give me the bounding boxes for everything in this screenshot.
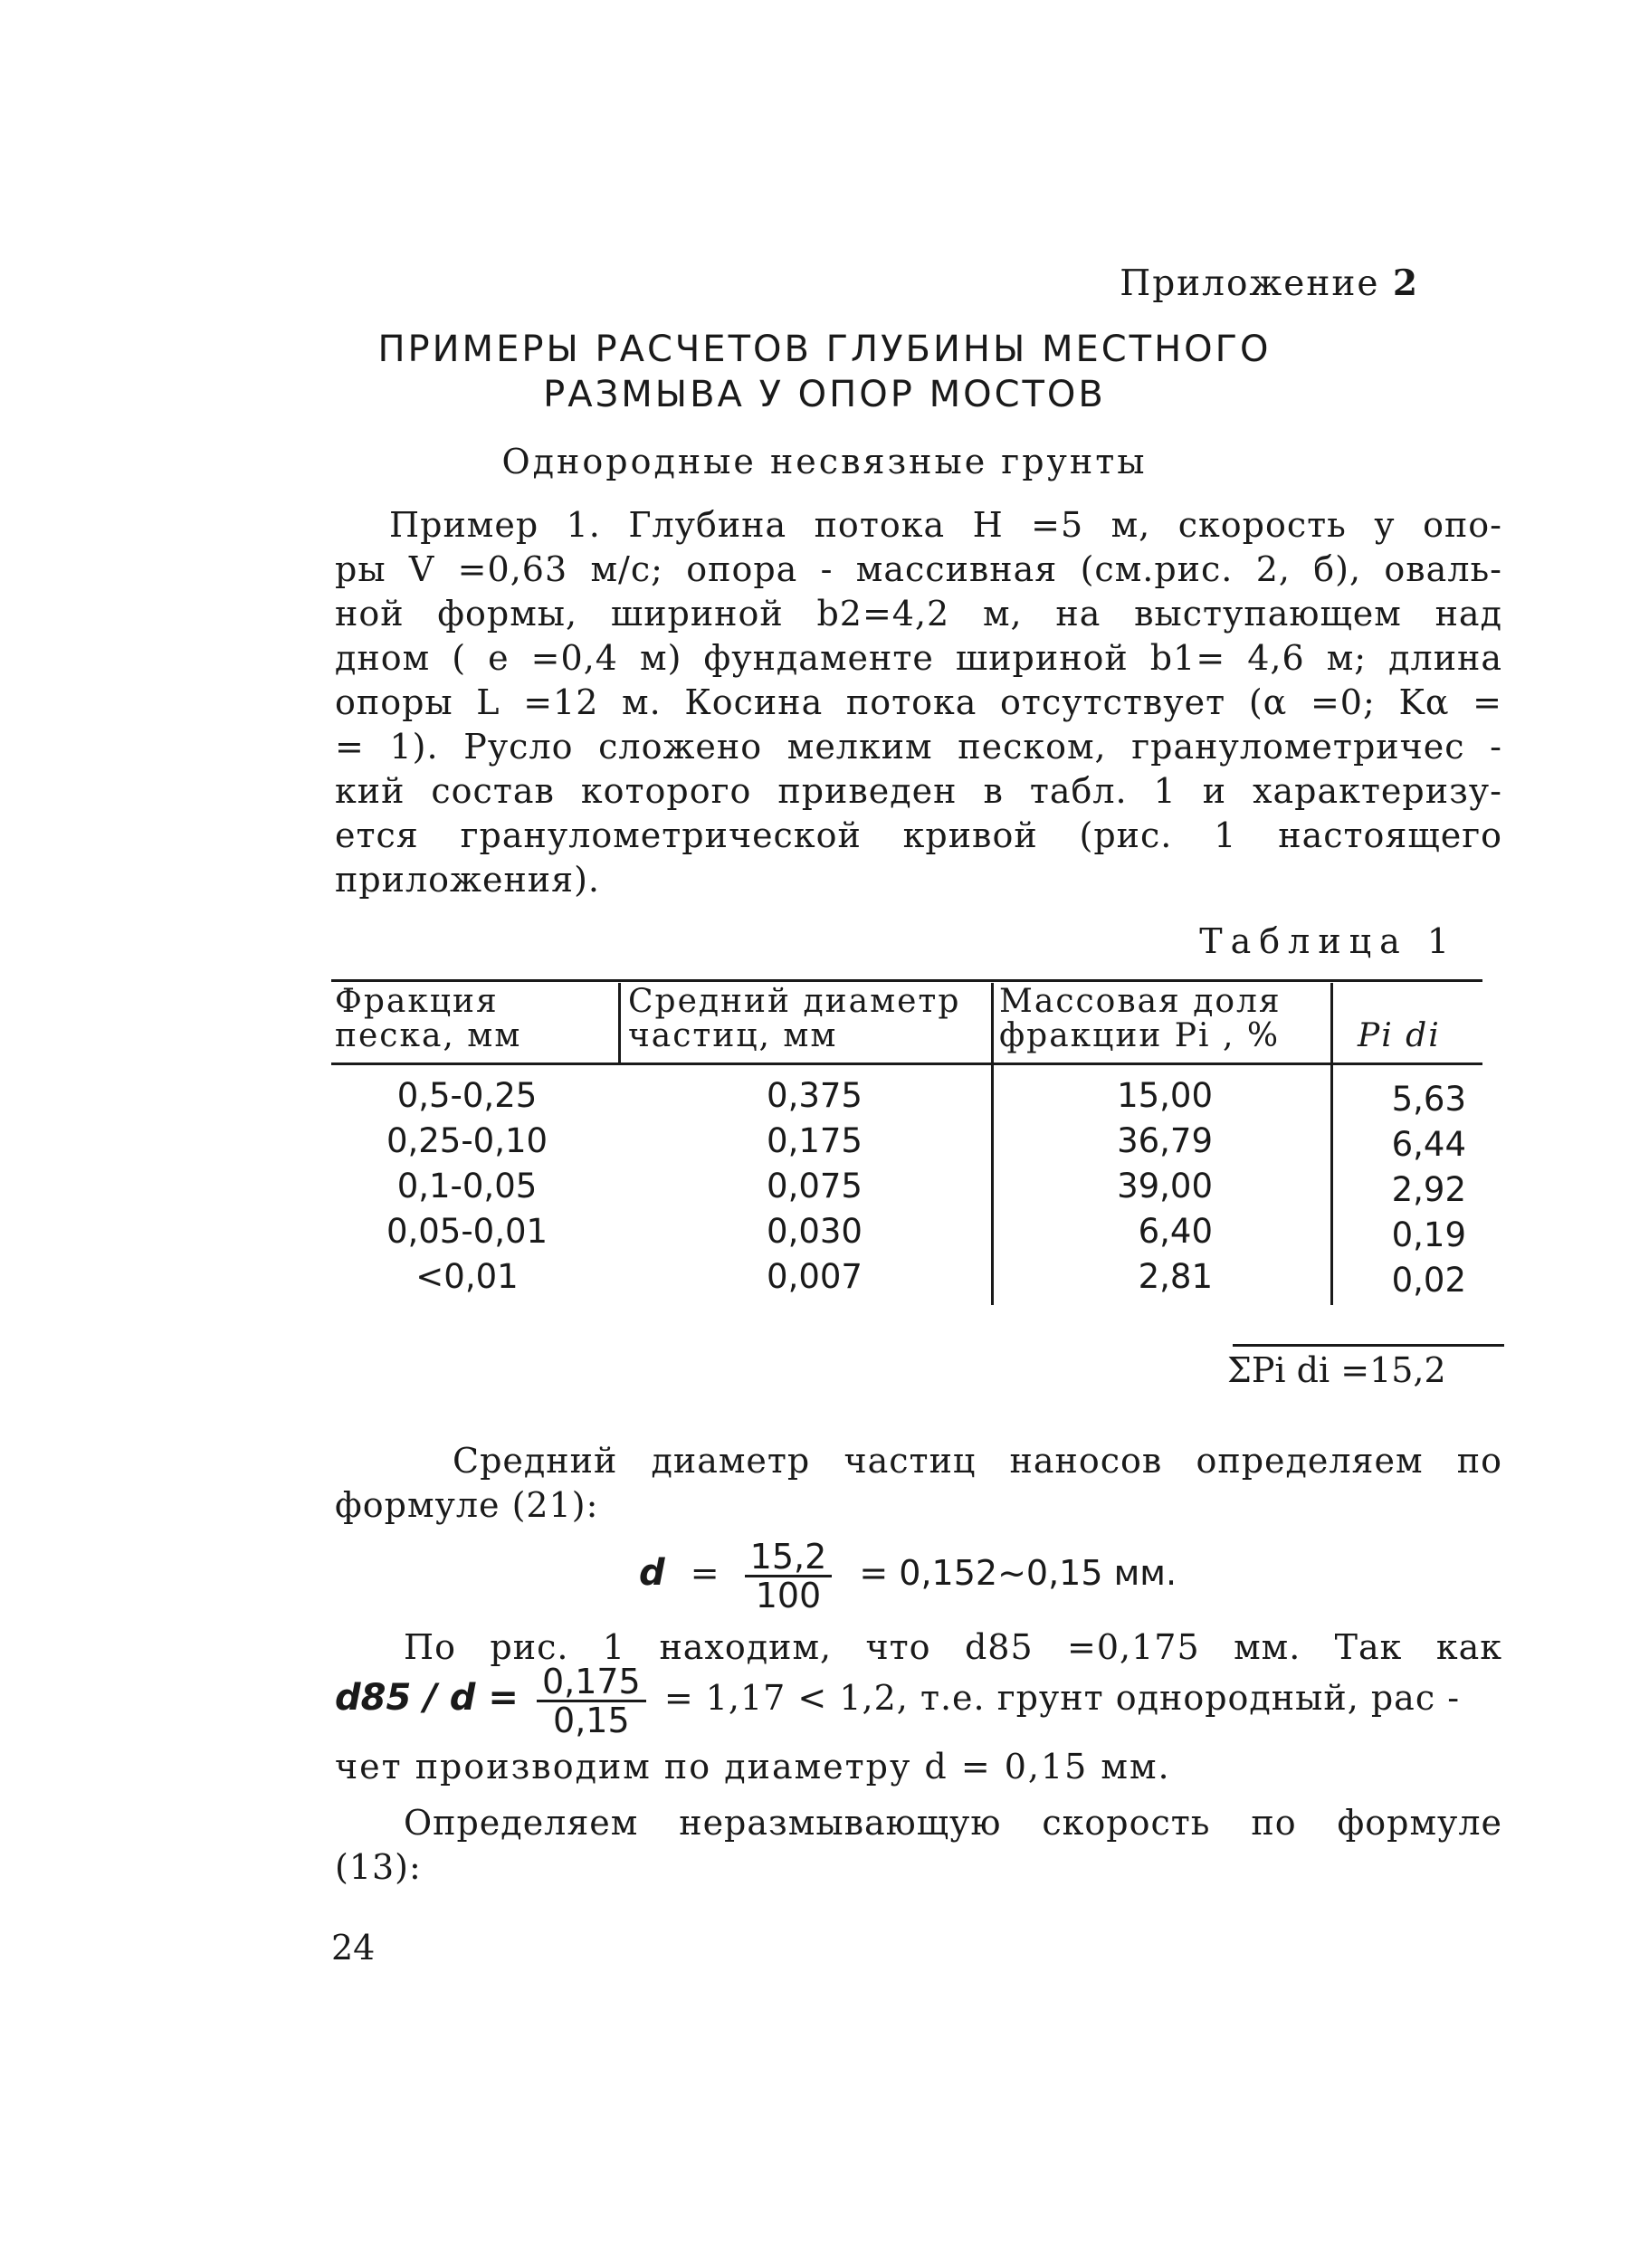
- formula-lhs: d85 / d =: [335, 1677, 519, 1719]
- appendix-label: Приложение 2: [1120, 262, 1419, 304]
- table-cell: 0,05-0,01: [386, 1212, 548, 1251]
- table-cell: 0,007: [767, 1257, 863, 1296]
- text-line: = 1). Русло сложено мелким песком, гранулометричес -: [335, 727, 1502, 767]
- table-col-pidi: [1349, 1077, 1466, 1303]
- text-line: Пример 1. Глубина потока H =5 м, скорость у опо-: [389, 505, 1502, 545]
- table-col-divider: [991, 983, 994, 1305]
- table-cell: 0,175: [767, 1121, 863, 1160]
- formula-lhs: d: [639, 1552, 665, 1594]
- formula-eq: =: [690, 1553, 720, 1593]
- table-cell: 0,5-0,25: [396, 1076, 538, 1115]
- table-top-rule: [331, 979, 1482, 982]
- text-line: ной формы, шириной b2=4,2 м, на выступающем над: [335, 594, 1502, 634]
- table-caption: Таблица 1: [1199, 921, 1457, 961]
- paragraph-d85-end: [335, 1745, 1502, 1789]
- text-line: приложения).: [335, 860, 600, 900]
- table-cell: 2,81: [1138, 1257, 1213, 1296]
- table-cell: 36,79: [1117, 1121, 1213, 1160]
- table-cell: 0,375: [767, 1076, 863, 1115]
- section-subtitle: Однородные несвязные грунты: [501, 442, 1148, 481]
- text-line: формуле (21):: [335, 1485, 599, 1525]
- text-line: ется гранулометрической кривой (рис. 1 настоящего: [335, 815, 1502, 855]
- table-col-fraction: [331, 1073, 603, 1300]
- fraction-numerator: 15,2: [745, 1539, 833, 1577]
- text-line: Определяем неразмывающую скорость по формуле: [404, 1803, 1502, 1843]
- table-header-rule: [331, 1063, 1482, 1065]
- table-cell: 0,25-0,10: [386, 1121, 548, 1160]
- table-cell: 6,44: [1391, 1125, 1466, 1164]
- fraction-denominator: 0,15: [553, 1701, 630, 1740]
- formula-fraction: [745, 1539, 833, 1614]
- table-col-divider: [1330, 983, 1333, 1305]
- paragraph-velocity: [335, 1801, 1502, 1890]
- table-cell: 39,00: [1117, 1167, 1213, 1205]
- table-header-diameter: Средний диаметр частиц, мм: [628, 983, 961, 1054]
- table-header-pidi: Pi di: [1358, 1017, 1441, 1054]
- text-line: (13):: [335, 1847, 422, 1887]
- table-sum: ΣPi di =15,2: [1227, 1350, 1446, 1390]
- text-line: Средний диаметр частиц наносов определяем по: [453, 1441, 1502, 1481]
- paragraph-mean-diameter: [335, 1439, 1502, 1528]
- text-line: По рис. 1 находим, что d85 =0,175 мм. Так как: [404, 1627, 1502, 1667]
- sum-overline: [1233, 1344, 1504, 1347]
- table-cell: 0,19: [1391, 1215, 1466, 1254]
- table-cell: <0,01: [415, 1257, 519, 1296]
- table-header-mass-fraction: Массовая доля фракции Pi , %: [999, 983, 1282, 1054]
- page-title-line-1: ПРИМЕРЫ РАСЧЕТОВ ГЛУБИНЫ МЕСТНОГО: [377, 329, 1272, 370]
- table-cell: 6,40: [1138, 1212, 1213, 1251]
- table-header-fraction: Фракция песка, мм: [335, 983, 522, 1054]
- fraction-denominator: 100: [755, 1576, 822, 1615]
- formula-mean-diameter: [639, 1539, 1177, 1614]
- table-cell: 0,075: [767, 1167, 863, 1205]
- table-col-divider: [618, 983, 621, 1063]
- table-cell: 0,030: [767, 1212, 863, 1251]
- text-line: опоры L =12 м. Косина потока отсутствует (α =0; Kα =: [335, 682, 1502, 722]
- table-cell: 2,92: [1391, 1170, 1466, 1209]
- fraction-numerator: 0,175: [537, 1663, 646, 1702]
- formula-rhs: = 1,17 < 1,2, т.е. грунт однородный, рас -: [663, 1678, 1461, 1718]
- text-line: чет производим по диаметру d = 0,15 мм.: [335, 1747, 1171, 1787]
- example-1-paragraph: [335, 503, 1502, 902]
- table-col-mass: [1032, 1073, 1213, 1300]
- formula-rhs: = 0,152~0,15 мм.: [859, 1553, 1177, 1593]
- formula-d85-ratio: [335, 1663, 1502, 1739]
- page-title-line-2: РАЗМЫВА У ОПОР МОСТОВ: [543, 374, 1106, 415]
- text-line: дном ( e =0,4 м) фундаменте шириной b1= 4,6 м; длина: [335, 638, 1502, 678]
- table-cell: 0,02: [1391, 1261, 1466, 1300]
- table-cell: 15,00: [1117, 1076, 1213, 1115]
- text-line: ры V =0,63 м/с; опора - массивная (см.рис. 2, б), оваль-: [335, 549, 1502, 589]
- table-cell: 0,1-0,05: [396, 1167, 538, 1205]
- table-cell: 5,63: [1391, 1080, 1466, 1119]
- formula-fraction: [537, 1663, 646, 1739]
- text-line: кий состав которого приведен в табл. 1 и характеризу-: [335, 771, 1502, 811]
- page-number: 24: [331, 1928, 376, 1968]
- table-col-diameter: [724, 1073, 905, 1300]
